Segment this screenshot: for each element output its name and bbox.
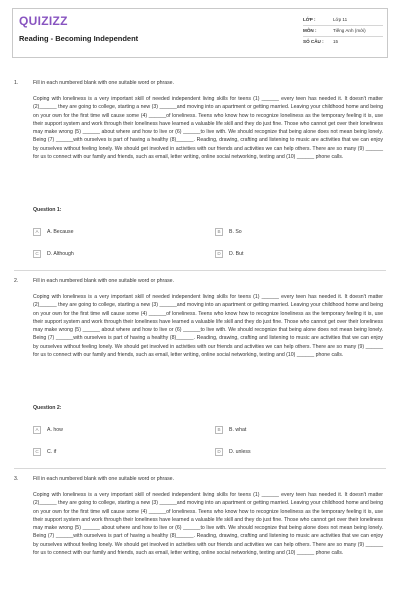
- question-number: 1.: [14, 80, 19, 86]
- reading-passage: Coping with loneliness is a very important skill of needed independent living skills for teens (1) ______ every teen has needed it. It doesn't matter (2)______ they are going to college, starting a new (3) ______and moving into an apartment or getting married. Leaving your childhood home and being on your own for the first time will cause some (4) ______of loneliness. Teens who know how to recognize loneliness as the temporary feeling it is, use their support system and work through their loneliness have learned a valuable life skill and they do just fine. Those who cannot get over their loneliness may make wrong (5) ______ about where and how to live or (6) ______to live with. We should recognize that being alone does not mean being lonely. Being (7) ______with ourselves is part of having a healthy (8)______. Reading, drawing, crafting and listening to music are activities that we can enjoy by ourselves without feeling lonely. We should get involved in activities with our friends and activities we can help others. There are so many (9) ______ for us to connect with our family and friends, such as email, letter writing, online social networking, texting and (10) ______ phone calls.: [33, 294, 383, 359]
- quizizz-logo: QUIZIZZ: [19, 14, 68, 28]
- meta-class-value: Lớp 11: [333, 17, 348, 22]
- option-text: C. if: [47, 449, 57, 455]
- worksheet-meta: [303, 15, 383, 48]
- option-letter-box: B: [215, 426, 223, 434]
- meta-subject-key: MÔN :: [303, 28, 317, 33]
- question-number: 2.: [14, 278, 19, 284]
- question-divider: [14, 270, 386, 271]
- meta-subject-row: [303, 26, 383, 37]
- reading-passage: Coping with loneliness is a very important skill of needed independent living skills for teens (1) ______ every teen has needed it. It doesn't matter (2)______ they are going to college, starting a new (3) ______and moving into an apartment or getting married. Leaving your childhood home and being on your own for the first time will cause some (4) ______of loneliness. Teens who know how to recognize loneliness as the temporary feeling it is, use their support system and work through their loneliness have learned a valuable life skill and they do just fine. Those who cannot get over their loneliness may make wrong (5) ______ about where and how to live or (6) ______to live with. We should recognize that being alone does not mean being lonely. Being (7) ______with ourselves is part of having a healthy (8)______. Reading, drawing, crafting and listening to music are activities that we can enjoy by ourselves without feeling lonely. We should get involved in activities with our friends and activities we can help others. There are so many (9) ______ for us to connect with our family and friends, such as email, letter writing, online social networking, texting and (10) ______ phone calls.: [33, 492, 383, 557]
- worksheet-title: Reading - Becoming Independent: [19, 34, 139, 43]
- meta-class-row: [303, 15, 383, 26]
- question-label: Question 2:: [33, 405, 62, 411]
- option-letter-box: D: [215, 250, 223, 258]
- meta-count-value: 15: [333, 39, 339, 44]
- option-text: D. But: [229, 251, 244, 257]
- question-divider: [14, 468, 386, 469]
- meta-subject-value: Tiếng Anh (mới): [333, 28, 366, 33]
- meta-count-row: [303, 37, 383, 48]
- option-text: D. Although: [47, 251, 74, 257]
- meta-class-key: LỚP :: [303, 17, 316, 22]
- option-letter-box: C: [33, 448, 41, 456]
- option-text: A. Because: [47, 229, 74, 235]
- option-letter-box: C: [33, 250, 41, 258]
- question-instruction: Fill in each numbered blank with one suitable word or phrase.: [33, 80, 175, 86]
- question-number: 3.: [14, 476, 19, 482]
- worksheet-header: [12, 8, 388, 58]
- question-instruction: Fill in each numbered blank with one suitable word or phrase.: [33, 476, 175, 482]
- option-letter-box: D: [215, 448, 223, 456]
- option-text: A. how: [47, 427, 63, 433]
- reading-passage: Coping with loneliness is a very important skill of needed independent living skills for teens (1) ______ every teen has needed it. It doesn't matter (2)______ they are going to college, starting a new (3) ______and moving into an apartment or getting married. Leaving your childhood home and being on your own for the first time will cause some (4) ______of loneliness. Teens who know how to recognize loneliness as the temporary feeling it is, use their support system and work through their loneliness have learned a valuable life skill and they do just fine. Those who cannot get over their loneliness may make wrong (5) ______ about where and how to live or (6) ______to live with. We should recognize that being alone does not mean being lonely. Being (7) ______with ourselves is part of having a healthy (8)______. Reading, drawing, crafting and listening to music are activities that we can enjoy by ourselves without feeling lonely. We should get involved in activities with our friends and activities we can help others. There are so many (9) ______ for us to connect with our family and friends, such as email, letter writing, online social networking, texting and (10) ______ phone calls.: [33, 96, 383, 161]
- option-letter-box: B: [215, 228, 223, 236]
- meta-count-key: SỐ CÂU :: [303, 39, 324, 44]
- option-letter-box: A: [33, 228, 41, 236]
- option-letter-box: A: [33, 426, 41, 434]
- question-instruction: Fill in each numbered blank with one suitable word or phrase.: [33, 278, 175, 284]
- option-text: B. what: [229, 427, 247, 433]
- option-text: D. unless: [229, 449, 251, 455]
- option-text: B. So: [229, 229, 242, 235]
- question-label: Question 1:: [33, 207, 62, 213]
